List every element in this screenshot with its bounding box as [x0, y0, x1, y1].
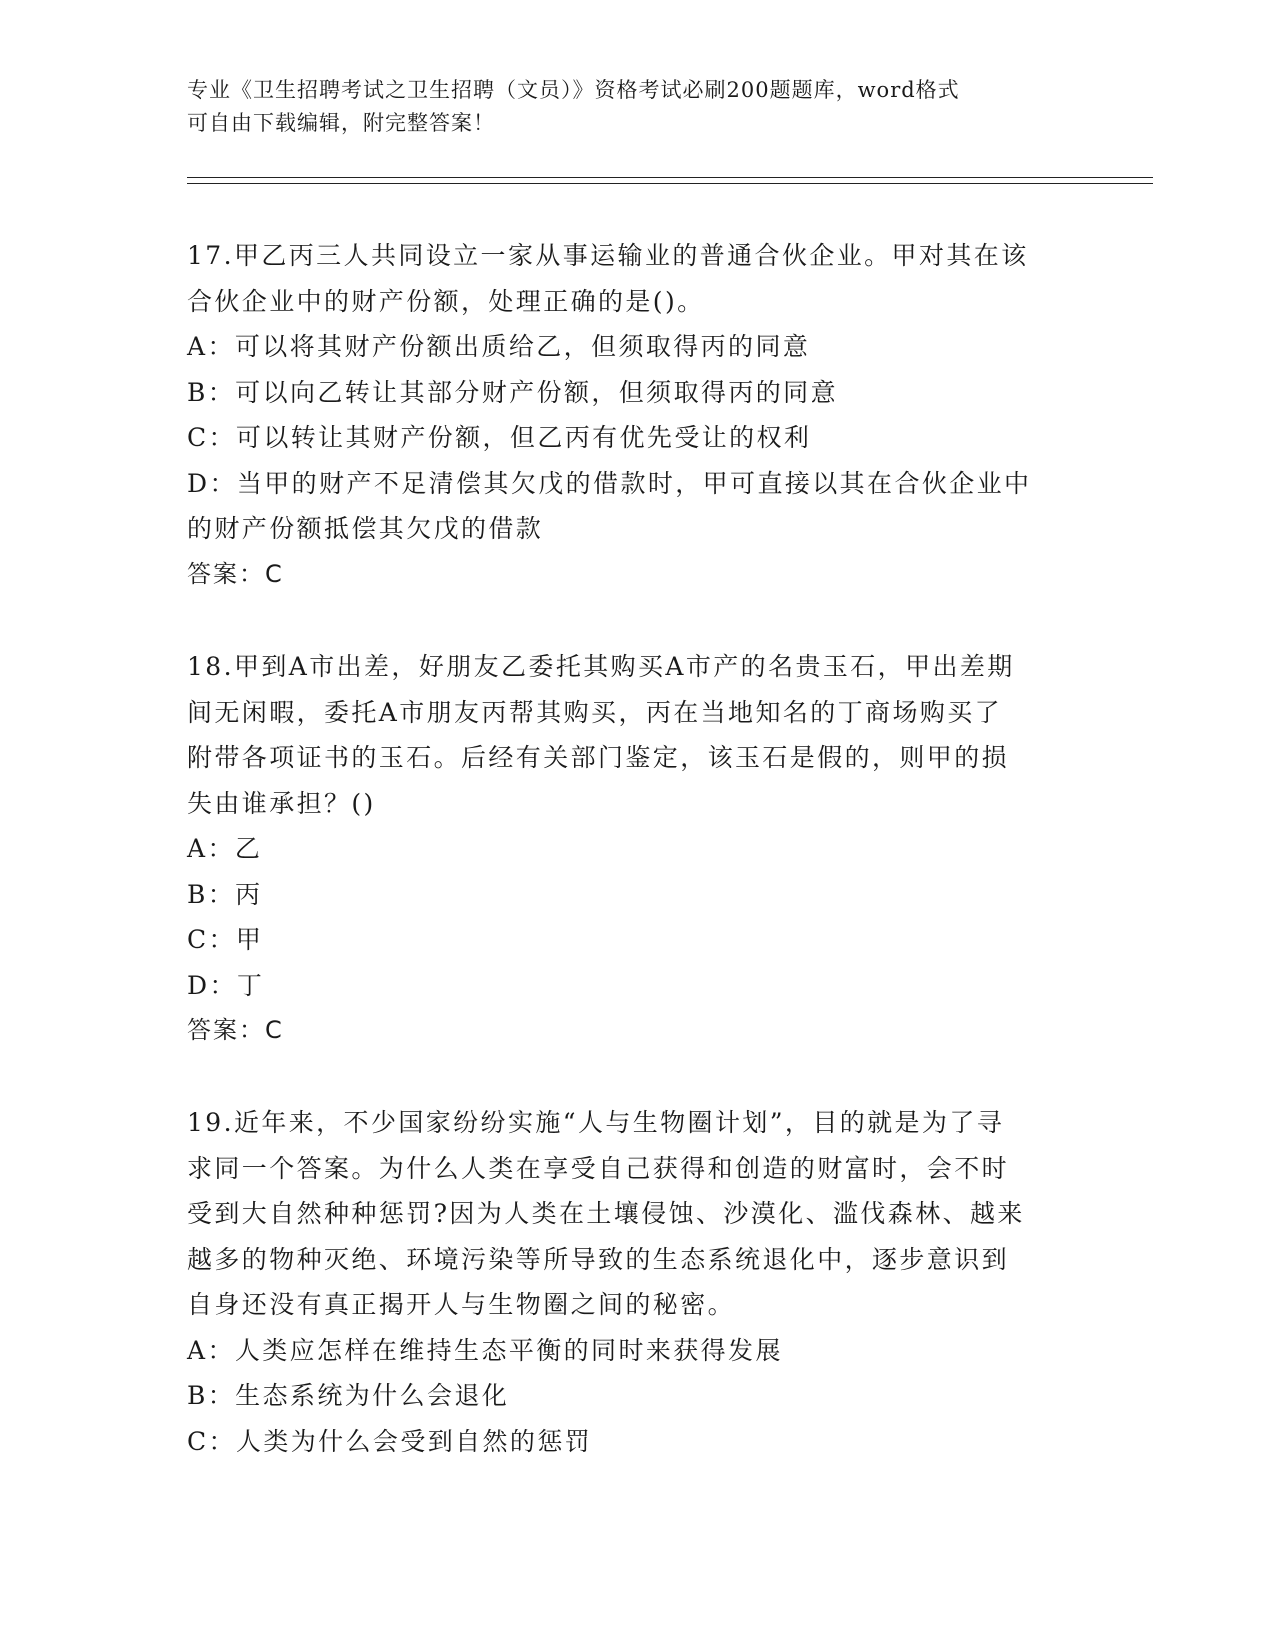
- question-text-line: 失由谁承担？(): [187, 788, 376, 818]
- option-d: D：当甲的财产不足清偿其欠戊的借款时，甲可直接以其在合伙企业中: [187, 468, 1032, 498]
- question-text-line: 受到大自然种种惩罚?因为人类在土壤侵蚀、沙漠化、滥伐森林、越来: [187, 1199, 1025, 1228]
- option-d: D：丁: [187, 970, 265, 1000]
- option-a: A：乙: [187, 834, 263, 863]
- option-d-continuation: 的财产份额抵偿其欠戊的借款: [187, 514, 544, 543]
- question-text-line: 附带各项证书的玉石。后经有关部门鉴定，该玉石是假的，则甲的损: [187, 743, 1010, 772]
- option-b: B：生态系统为什么会退化: [187, 1381, 510, 1410]
- document-header: [187, 74, 1087, 140]
- option-b: B：丙: [187, 879, 263, 909]
- question-text-line: 求同一个答案。为什么人类在享受自己获得和创造的财富时，会不时: [187, 1153, 1010, 1183]
- question-17: [187, 233, 1087, 597]
- option-c: C：甲: [187, 925, 264, 954]
- question-text-line: 自身还没有真正揭开人与生物圈之间的秘密。: [187, 1290, 736, 1319]
- option-c: C：可以转让其财产份额，但乙丙有优先受让的权利: [187, 423, 812, 452]
- question-text-line: 间无闲暇，委托A市朋友丙帮其购买，丙在当地知名的丁商场购买了: [187, 697, 1003, 727]
- question-text-line: 17.甲乙丙三人共同设立一家从事运输业的普通合伙企业。甲对其在该: [187, 241, 1029, 270]
- question-text-line: 越多的物种灭绝、环境污染等所导致的生态系统退化中，逐步意识到: [187, 1244, 1010, 1274]
- question-text-line: 合伙企业中的财产份额，处理正确的是()。: [187, 286, 705, 316]
- header-divider-bottom: [187, 183, 1153, 184]
- answer: 答案：C: [187, 1016, 284, 1044]
- question-19: [187, 1100, 1087, 1464]
- option-c: C：人类为什么会受到自然的惩罚: [187, 1426, 593, 1456]
- header-line-2: 可自由下载编辑，附完整答案！: [187, 111, 495, 135]
- header-divider-top: [187, 177, 1153, 178]
- option-b: B：可以向乙转让其部分财产份额，但须取得丙的同意: [187, 377, 838, 407]
- answer: 答案：C: [187, 559, 284, 588]
- option-a: A：可以将其财产份额出质给乙，但须取得丙的同意: [187, 332, 811, 361]
- question-text-line: 19.近年来，不少国家纷纷实施“人与生物圈计划”，目的就是为了寻: [187, 1108, 1005, 1137]
- option-a: A：人类应怎样在维持生态平衡的同时来获得发展: [187, 1335, 783, 1365]
- question-18: [187, 644, 1087, 1054]
- question-text-line: 18.甲到A市出差，好朋友乙委托其购买A市产的名贵玉石，甲出差期: [187, 652, 1015, 681]
- header-line-1: 专业《卫生招聘考试之卫生招聘（文员）》资格考试必刷200题题库，word格式: [187, 78, 960, 102]
